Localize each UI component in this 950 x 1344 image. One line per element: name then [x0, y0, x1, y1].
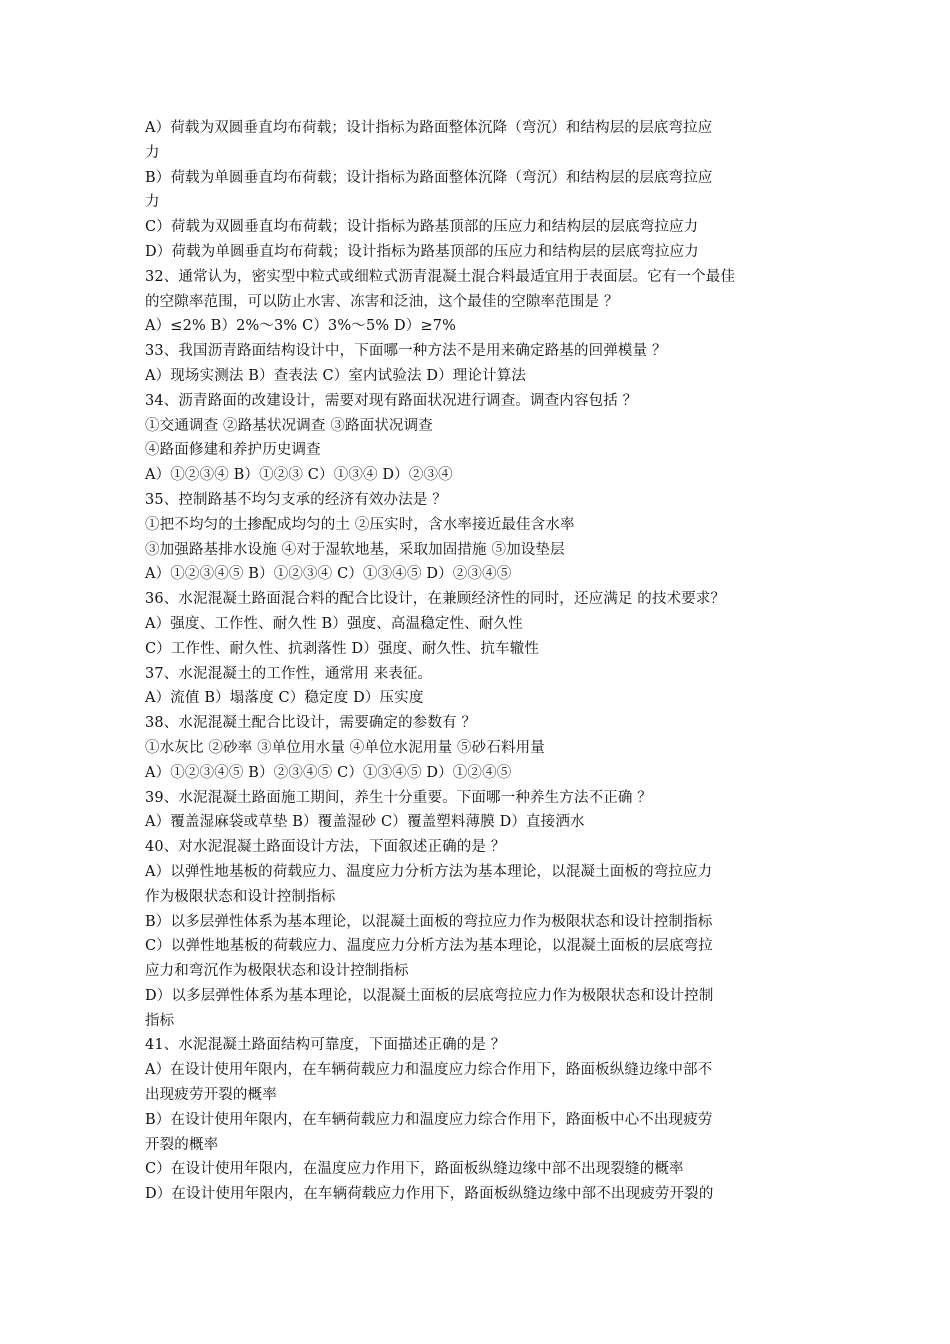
text-line: 33、我国沥青路面结构设计中，下面哪一种方法不是用来确定路基的回弹模量 ？ [145, 343, 667, 360]
text-line: ③加强路基排水设施 ④对于湿软地基，采取加固措施 ⑤加设垫层 [145, 541, 565, 558]
text-line: 力 [145, 144, 160, 161]
text-line: A）覆盖湿麻袋或草垫 B）覆盖湿砂 C）覆盖塑料薄膜 D）直接洒水 [145, 814, 585, 831]
text-line: 开裂的概率 [145, 1136, 219, 1153]
text-line: C）工作性、耐久性、抗剥落性 D）强度、耐久性、抗车辙性 [145, 640, 540, 657]
text-line: A）强度、工作性、耐久性 B）强度、高温稳定性、耐久性 [145, 615, 523, 632]
text-line: 38、水泥混凝土配合比设计，需要确定的参数有 ？ [145, 715, 477, 732]
text-line: 出现疲劳开裂的概率 [145, 1087, 277, 1104]
text-line: 35、控制路基不均匀支承的经济有效办法是 ？ [145, 491, 447, 508]
text-line: D）在设计使用年限内，在车辆荷载应力作用下，路面板纵缝边缘中部不出现疲劳开裂的 [145, 1186, 714, 1203]
text-line: B）以多层弹性体系为基本理论，以混凝土面板的弯拉应力作为极限状态和设计控制指标 [145, 913, 713, 930]
text-line: 的空隙率范围，可以防止水害、冻害和泛油，这个最佳的空隙率范围是 ？ [145, 293, 619, 310]
text-line: 应力和弯沉作为极限状态和设计控制指标 [145, 963, 409, 980]
text-line: 32、通常认为，密实型中粒式或细粒式沥青混凝土混合料最适宜用于表面层。它有一个最佳 [145, 268, 736, 285]
text-line: ①把不均匀的土掺配成均匀的土 ②压实时，含水率接近最佳含水率 [145, 516, 575, 533]
text-line: A）荷载为双圆垂直均布荷载；设计指标为路面整体沉降（弯沉）和结构层的层底弯拉应 [145, 120, 713, 136]
text-line: 34、沥青路面的改建设计，需要对现有路面状况进行调查。调查内容包括 ？ [145, 392, 638, 409]
text-line: A）现场实测法 B）查表法 C）室内试验法 D）理论计算法 [145, 367, 527, 384]
text-line: D）荷载为单圆垂直均布荷载；设计指标为路基顶部的压应力和结构层的层底弯拉应力 [145, 243, 699, 260]
text-line: C）在设计使用年限内，在温度应力作用下，路面板纵缝边缘中部不出现裂缝的概率 [145, 1161, 684, 1178]
text-line: D）以多层弹性体系为基本理论，以混凝土面板的层底弯拉应力作为极限状态和设计控制 [145, 987, 714, 1004]
text-line: B）在设计使用年限内，在车辆荷载应力和温度应力综合作用下，路面板中心不出现疲劳 [145, 1111, 713, 1128]
text-line: 39、水泥混凝土路面施工期间，养生十分重要。下面哪一种养生方法不正确 ？ [145, 789, 652, 806]
text-line: 41、水泥混凝土路面结构可靠度，下面描述正确的是 ？ [145, 1037, 506, 1054]
text-line: C）以弹性地基板的荷载应力、温度应力分析方法为基本理论，以混凝土面板的层底弯拉 [145, 938, 713, 955]
text-line: A）流值 B）塌落度 C）稳定度 D）压实度 [145, 690, 424, 707]
text-line: A）在设计使用年限内，在车辆荷载应力和温度应力综合作用下，路面板纵缝边缘中部不 [145, 1062, 713, 1079]
text-line: A）①②③④⑤ B）②③④⑤ C）①③④⑤ D）①②④⑤ [145, 764, 512, 781]
text-line: A）①②③④⑤ B）①②③④ C）①③④⑤ D）②③④⑤ [145, 566, 512, 583]
text-line: A）①②③④ B）①②③ C）①③④ D）②③④ [145, 467, 453, 484]
text-line: ①水灰比 ②砂率 ③单位用水量 ④单位水泥用量 ⑤砂石料用量 [145, 739, 545, 756]
text-line: ④路面修建和养护历史调查 [145, 442, 321, 459]
text-line: C）荷载为双圆垂直均布荷载；设计指标为路基顶部的压应力和结构层的层底弯拉应力 [145, 219, 699, 236]
text-line: 作为极限状态和设计控制指标 [145, 888, 336, 905]
text-line: 36、水泥混凝土路面混合料的配合比设计，在兼顾经济性的同时，还应满足 的技术要求？ [145, 591, 726, 608]
text-line: A）以弹性地基板的荷载应力、温度应力分析方法为基本理论，以混凝土面板的弯拉应力 [145, 863, 713, 880]
text-line: 指标 [145, 1012, 175, 1029]
document-body [145, 116, 815, 1207]
text-line: 力 [145, 194, 160, 211]
text-line: 37、水泥混凝土的工作性，通常用 来表征。 [145, 665, 433, 682]
text-line: B）荷载为单圆垂直均布荷载；设计指标为路面整体沉降（弯沉）和结构层的层底弯拉应 [145, 169, 713, 186]
text-line: A）≤2% B）2%～3% C）3%～5% D）≥7% [145, 318, 457, 335]
text-line: 40、对水泥混凝土路面设计方法，下面叙述正确的是 ？ [145, 839, 506, 856]
text-line: ①交通调查 ②路基状况调查 ③路面状况调查 [145, 417, 433, 434]
